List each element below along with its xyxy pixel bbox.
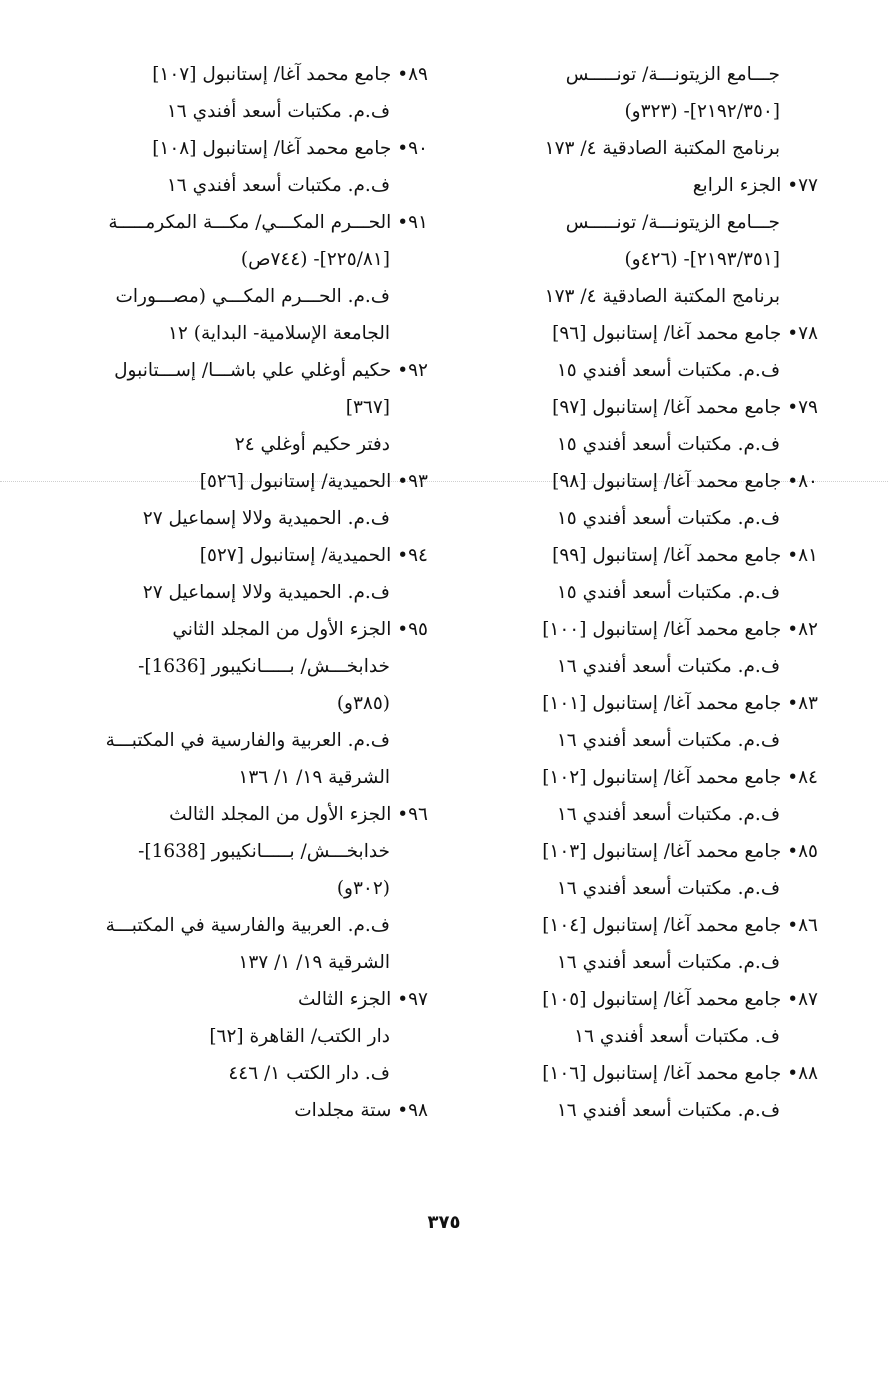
catalog-detail-line: ف. مكتبات أسعد أفندي ١٦: [574, 1026, 780, 1047]
catalog-detail-line: (٣٠٢و): [336, 878, 390, 899]
catalog-entry-line: ٧٩• جامع محمد آغا/ إستانبول [٩٧]: [552, 397, 818, 418]
catalog-detail-line: ف.م. مكتبات أسعد أفندي ١٥: [556, 582, 780, 603]
catalog-detail-line: برنامج المكتبة الصادقية ٤/ ١٧٣: [544, 286, 780, 307]
catalog-detail-line: برنامج المكتبة الصادقية ٤/ ١٧٣: [544, 138, 780, 159]
catalog-detail-line: (٣٨٥و): [336, 693, 390, 714]
catalog-detail-line: ف.م. العربية والفارسية في المكتبـــة: [105, 915, 390, 936]
catalog-detail-line: الجامعة الإسلامية- البداية) ١٢: [167, 323, 390, 344]
catalog-detail-line: [٢١٩٢/٣٥٠]- (٣٢٣و): [624, 101, 780, 122]
catalog-entry-line: ٩٥• الجزء الأول من المجلد الثاني: [172, 619, 428, 640]
catalog-entry-line: ٨٩• جامع محمد آغا/ إستانبول [١٠٧]: [152, 64, 428, 85]
catalog-detail-line: جـــامع الزيتونـــة/ تونـــــس: [565, 212, 780, 233]
catalog-entry-line: ٧٨• جامع محمد آغا/ إستانبول [٩٦]: [552, 323, 818, 344]
catalog-entry-line: ٩٤• الحميدية/ إستانبول [٥٢٧]: [199, 545, 428, 566]
catalog-detail-line: [٢٢٥/٨١]- (٧٤٤ص): [240, 249, 390, 270]
catalog-entry-line: ٨٨• جامع محمد آغا/ إستانبول [١٠٦]: [542, 1063, 818, 1084]
catalog-detail-line: دار الكتب/ القاهرة [٦٢]: [209, 1026, 390, 1047]
catalog-detail-line: [٣٦٧]: [345, 397, 390, 418]
catalog-detail-line: ف.م. مكتبات أسعد أفندي ١٦: [166, 175, 390, 196]
catalog-detail-line: ف.م. مكتبات أسعد أفندي ١٦: [166, 101, 390, 122]
catalog-detail-line: ف.م. مكتبات أسعد أفندي ١٦: [556, 952, 780, 973]
catalog-detail-line: ف.م. الحميدية ولالا إسماعيل ٢٧: [142, 508, 390, 529]
catalog-entry-line: ٩٢• حكيم أوغلي علي باشـــا/ إســـتانبول: [114, 360, 428, 381]
catalog-entry-line: ٨١• جامع محمد آغا/ إستانبول [٩٩]: [552, 545, 818, 566]
catalog-entry-line: ٨٣• جامع محمد آغا/ إستانبول [١٠١]: [542, 693, 818, 714]
catalog-entry-line: ٨٦• جامع محمد آغا/ إستانبول [١٠٤]: [542, 915, 818, 936]
catalog-entry-line: ٨٤• جامع محمد آغا/ إستانبول [١٠٢]: [542, 767, 818, 788]
catalog-entry-line: ٩٨• ستة مجلدات: [294, 1100, 428, 1121]
right-column: [478, 56, 818, 1129]
catalog-detail-line: ف.م. مكتبات أسعد أفندي ١٦: [556, 730, 780, 751]
catalog-entry-line: ٨٥• جامع محمد آغا/ إستانبول [١٠٣]: [542, 841, 818, 862]
catalog-entry-line: ٨٢• جامع محمد آغا/ إستانبول [١٠٠]: [542, 619, 818, 640]
catalog-detail-line: ف.م. مكتبات أسعد أفندي ١٥: [556, 508, 780, 529]
catalog-detail-line: دفتر حكيم أوغلي ٢٤: [234, 434, 390, 455]
catalog-entry-line: ٧٧• الجزء الرابع: [692, 175, 818, 196]
catalog-detail-line: [٢١٩٣/٣٥١]- (٤٢٦و): [624, 249, 780, 270]
catalog-entry-line: ٩١• الحـــرم المكـــي/ مكـــة المكرمـــــة: [108, 212, 428, 233]
catalog-detail-line: ف.م. الحميدية ولالا إسماعيل ٢٧: [142, 582, 390, 603]
left-column: [83, 56, 428, 1129]
catalog-entry-line: ٩٧• الجزء الثالث: [298, 989, 428, 1010]
catalog-detail-line: خدابخـــش/ بـــــانكيبور [1638]-: [138, 841, 390, 862]
catalog-detail-line: ف.م. مكتبات أسعد أفندي ١٥: [556, 360, 780, 381]
catalog-detail-line: الشرقية ١٩/ ١/ ١٣٧: [238, 952, 390, 973]
catalog-detail-line: ف.م. العربية والفارسية في المكتبـــة: [105, 730, 390, 751]
catalog-entry-line: ٩٣• الحميدية/ إستانبول [٥٢٦]: [199, 471, 428, 492]
catalog-detail-line: ف.م. مكتبات أسعد أفندي ١٦: [556, 1100, 780, 1121]
catalog-entry-line: ٨٧• جامع محمد آغا/ إستانبول [١٠٥]: [542, 989, 818, 1010]
catalog-detail-line: ف.م. الحـــرم المكـــي (مصـــورات: [115, 286, 390, 307]
catalog-detail-line: ف.م. مكتبات أسعد أفندي ١٦: [556, 656, 780, 677]
catalog-detail-line: ف. دار الكتب ١/ ٤٤٦: [228, 1063, 390, 1084]
page-number: ٣٧٥: [427, 1212, 461, 1233]
catalog-entry-line: ٩٦• الجزء الأول من المجلد الثالث: [169, 804, 428, 825]
catalog-detail-line: الشرقية ١٩/ ١/ ١٣٦: [238, 767, 390, 788]
catalog-detail-line: ف.م. مكتبات أسعد أفندي ١٦: [556, 878, 780, 899]
catalog-detail-line: ف.م. مكتبات أسعد أفندي ١٥: [556, 434, 780, 455]
catalog-entry-line: ٩٠• جامع محمد آغا/ إستانبول [١٠٨]: [152, 138, 428, 159]
catalog-detail-line: جـــامع الزيتونـــة/ تونـــــس: [565, 64, 780, 85]
catalog-detail-line: ف.م. مكتبات أسعد أفندي ١٦: [556, 804, 780, 825]
catalog-entry-line: ٨٠• جامع محمد آغا/ إستانبول [٩٨]: [552, 471, 818, 492]
catalog-detail-line: خدابخـــش/ بـــــانكيبور [1636]-: [138, 656, 390, 677]
